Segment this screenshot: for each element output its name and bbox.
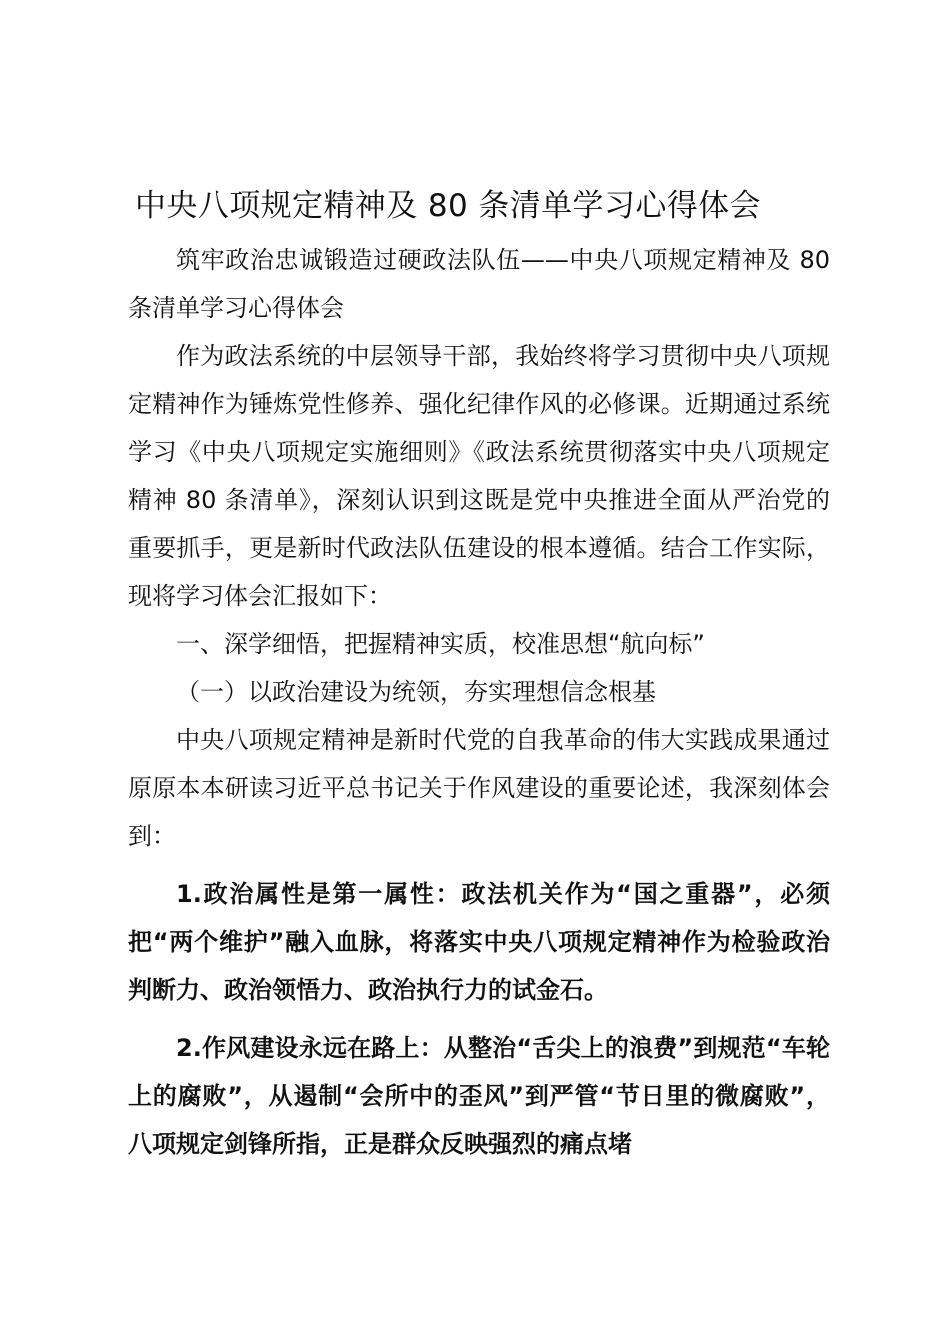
- section-1-heading: 一、深学细悟，把握精神实质，校准思想“航向标”: [176, 630, 705, 658]
- subsection-1-heading: （一）以政治建设为统领，夯实理想信念根基: [176, 678, 656, 706]
- subsection-1-body: 中央八项规定精神是新时代党的自我革命的伟大实践成果通过原原本本研读习近平总书记关于作风建设的重要论述，我深刻体会到：: [128, 726, 830, 850]
- document-title: 中央八项规定精神及 80 条清单学习心得体会: [135, 188, 761, 224]
- document-subtitle: 筑牢政治忠诚锻造过硬政法队伍——中央八项规定精神及 80 条清单学习心得体会: [128, 246, 830, 322]
- intro-paragraph: 作为政法系统的中层领导干部，我始终将学习贯彻中央八项规定精神作为锤炼党性修养、强化纪律作风的必修课。近期通过系统学习《中央八项规定实施细则》《政法系统贯彻落实中央八项规定精神 80 条清单》，深刻认识到这既是党中央推进全面从严治党的重要抓手，更是新时代政法队伍建设的根本遵循。结合工作实际，现将学习体会汇报如下：: [128, 342, 830, 610]
- point-1-paragraph: 1.政治属性是第一属性：政法机关作为“国之重器”，必须把“两个维护”融入血脉，将落实中央八项规定精神作为检验政治判断力、政治领悟力、政治执行力的试金石。: [128, 880, 830, 1004]
- document-body: [128, 176, 830, 1168]
- point-2-paragraph: 2.作风建设永远在路上：从整治“舌尖上的浪费”到规范“车轮上的腐败”，从遏制“会所中的歪风”到严管“节日里的微腐败”，八项规定剑锋所指，正是群众反映强烈的痛点堵: [128, 1034, 830, 1158]
